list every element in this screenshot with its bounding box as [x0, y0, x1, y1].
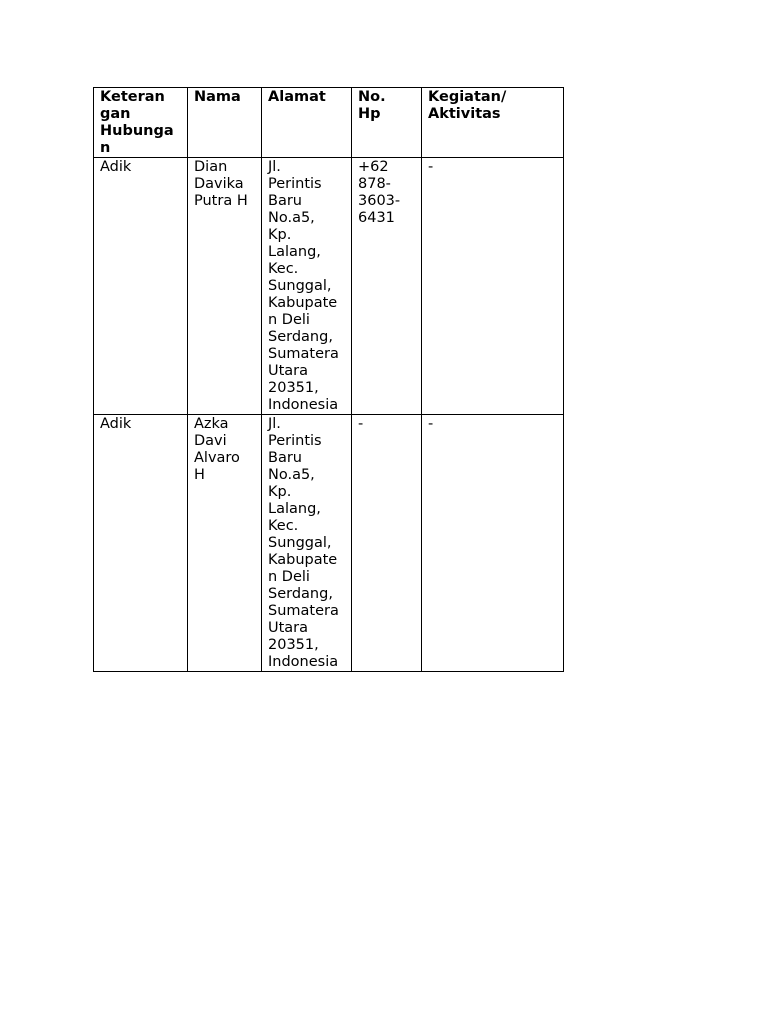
cell-nama: Dian Davika Putra H	[188, 158, 262, 415]
cell-no-hp: -	[352, 415, 422, 672]
cell-alamat: Jl. Perintis Baru No.a5, Kp. Lalang, Kec. Sunggal, Kabupate n Deli Serdang, Sumatera Utara 20351, Indonesia	[262, 158, 352, 415]
cell-kegiatan: -	[422, 415, 564, 672]
cell-no-hp: +62 878- 3603- 6431	[352, 158, 422, 415]
cell-nama: Azka Davi Alvaro H	[188, 415, 262, 672]
table-row	[94, 415, 564, 672]
table-header-row	[94, 88, 564, 158]
header-no-hp: No. Hp	[352, 88, 422, 158]
header-keterangan-hubungan: Keteran gan Hubunga n	[94, 88, 188, 158]
cell-kegiatan: -	[422, 158, 564, 415]
header-alamat: Alamat	[262, 88, 352, 158]
cell-keterangan: Adik	[94, 158, 188, 415]
header-kegiatan-aktivitas: Kegiatan/ Aktivitas	[422, 88, 564, 158]
cell-keterangan: Adik	[94, 415, 188, 672]
contact-table	[93, 87, 564, 672]
header-nama: Nama	[188, 88, 262, 158]
table-row	[94, 158, 564, 415]
cell-alamat: Jl. Perintis Baru No.a5, Kp. Lalang, Kec. Sunggal, Kabupate n Deli Serdang, Sumatera Utara 20351, Indonesia	[262, 415, 352, 672]
